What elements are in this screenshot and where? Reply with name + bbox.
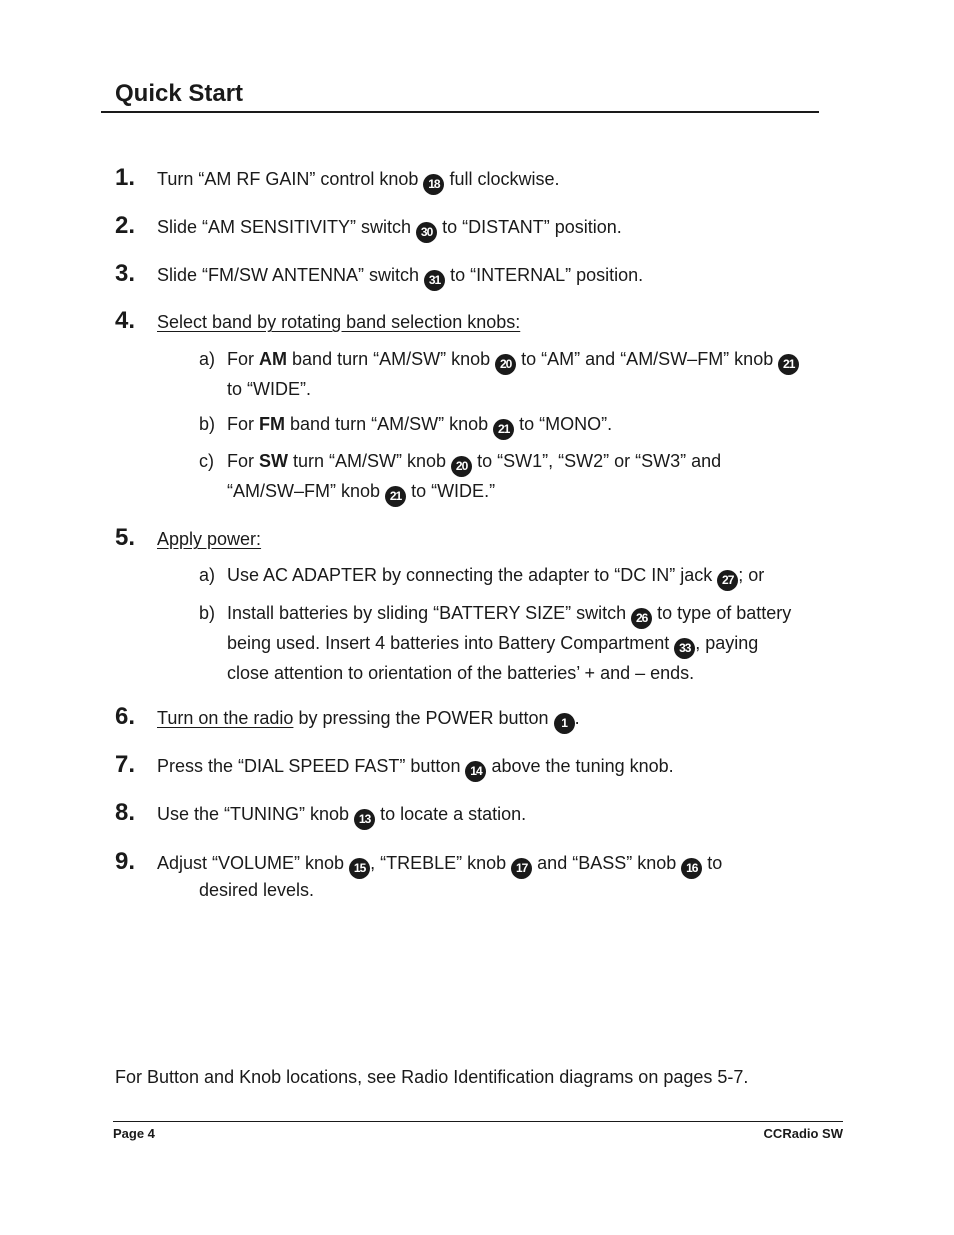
- step-4: [115, 307, 520, 336]
- callout-18-icon: 18: [423, 174, 444, 195]
- callout-30-icon: 30: [416, 222, 437, 243]
- sub-text: to “SW1”, “SW2” or “SW3” and: [477, 451, 722, 471]
- step-8: [115, 799, 526, 830]
- step-2: [115, 212, 622, 243]
- step-text: to: [707, 853, 723, 873]
- sub-text: to “MONO”.: [519, 414, 613, 434]
- sub-text: ; or: [738, 565, 765, 585]
- step-number: 8.: [115, 799, 136, 826]
- callout-33-icon: 33: [674, 638, 695, 659]
- sub-letter: a): [199, 565, 216, 585]
- step-text: above the tuning knob.: [491, 756, 674, 776]
- sub-text: “AM/SW–FM” knob: [227, 481, 381, 501]
- callout-27-icon: 27: [717, 570, 738, 591]
- title-divider: [101, 111, 819, 113]
- step-text: to “INTERNAL” position.: [450, 265, 644, 285]
- step-4a: [199, 345, 799, 403]
- step-6: [115, 703, 580, 734]
- sub-text: Use AC ADAPTER by connecting the adapter to “DC IN” jack: [227, 565, 713, 585]
- callout-16-icon: 16: [681, 858, 702, 879]
- sub-letter: b): [199, 603, 216, 623]
- band-name: SW: [259, 451, 289, 471]
- step-number: 1.: [115, 164, 136, 191]
- step-1: [115, 164, 559, 195]
- callout-15-icon: 15: [349, 858, 370, 879]
- sub-text: turn “AM/SW” knob: [293, 451, 447, 471]
- step-5: [115, 524, 261, 553]
- step-text: Adjust “VOLUME” knob: [157, 853, 345, 873]
- step-4c: [199, 447, 721, 507]
- step-text: to locate a station.: [380, 804, 527, 824]
- callout-20-icon: 20: [495, 354, 516, 375]
- step-number: 7.: [115, 751, 136, 778]
- sub-text: to type of battery: [657, 603, 792, 623]
- step-text: Turn “AM RF GAIN” control knob: [157, 169, 419, 189]
- band-name: AM: [259, 349, 288, 369]
- step-number: 9.: [115, 848, 136, 875]
- step-9-continuation: desired levels.: [199, 880, 315, 900]
- band-name: FM: [259, 414, 286, 434]
- callout-21-icon: 21: [385, 486, 406, 507]
- callout-1-icon: 1: [554, 713, 575, 734]
- step-3: [115, 260, 643, 291]
- callout-21-icon: 21: [778, 354, 799, 375]
- step-text: by pressing the POWER button: [298, 708, 549, 728]
- sub-text: to “WIDE.”: [411, 481, 496, 501]
- step-9: [115, 848, 722, 879]
- sub-text-line3: close attention to orientation of the batteries’ + and – ends.: [227, 663, 695, 683]
- step-text: Slide “FM/SW ANTENNA” switch: [157, 265, 420, 285]
- callout-14-icon: 14: [465, 761, 486, 782]
- page-title: Quick Start: [115, 80, 244, 107]
- step-heading: Apply power:: [157, 529, 262, 549]
- sub-text: to “AM” and “AM/SW–FM” knob: [521, 349, 774, 369]
- step-text: Press the “DIAL SPEED FAST” button: [157, 756, 461, 776]
- callout-20-icon: 20: [451, 456, 472, 477]
- sub-letter: a): [199, 349, 216, 369]
- step-4b: [199, 410, 612, 440]
- sub-letter: b): [199, 414, 216, 434]
- step-text: and “BASS” knob: [537, 853, 677, 873]
- step-number: 4.: [115, 307, 136, 334]
- step-text: .: [574, 708, 580, 728]
- step-5b: [199, 599, 791, 687]
- page-number: Page 4: [113, 1126, 155, 1141]
- step-text: , “TREBLE” knob: [370, 853, 507, 873]
- callout-17-icon: 17: [511, 858, 532, 879]
- sub-text: Install batteries by sliding “BATTERY SIZE” switch: [227, 603, 627, 623]
- footer-divider: [113, 1121, 843, 1122]
- callout-26-icon: 26: [631, 608, 652, 629]
- sub-text: band turn “AM/SW” knob: [292, 349, 491, 369]
- sub-text: For: [227, 349, 254, 369]
- sub-text-line2: to “WIDE”.: [227, 379, 311, 399]
- footnote: For Button and Knob locations, see Radio Identification diagrams on pages 5-7.: [115, 1067, 749, 1087]
- sub-text: being used. Insert 4 batteries into Battery Compartment: [227, 633, 670, 653]
- step-text: full clockwise.: [449, 169, 560, 189]
- callout-13-icon: 13: [354, 809, 375, 830]
- step-number: 2.: [115, 212, 136, 239]
- step-7: [115, 751, 674, 782]
- sub-text: For: [227, 414, 254, 434]
- step-heading: Turn on the radio: [157, 708, 294, 728]
- step-text: Slide “AM SENSITIVITY” switch: [157, 217, 412, 237]
- step-text: Use the “TUNING” knob: [157, 804, 350, 824]
- step-number: 3.: [115, 260, 136, 287]
- step-heading: Select band by rotating band selection knobs:: [157, 312, 521, 332]
- step-text: to “DISTANT” position.: [442, 217, 622, 237]
- step-number: 5.: [115, 524, 136, 551]
- step-5a: [199, 561, 764, 591]
- callout-31-icon: 31: [424, 270, 445, 291]
- step-number: 6.: [115, 703, 136, 730]
- sub-text: band turn “AM/SW” knob: [290, 414, 489, 434]
- sub-text: , paying: [695, 633, 759, 653]
- callout-21-icon: 21: [493, 419, 514, 440]
- product-name: CCRadio SW: [763, 1126, 843, 1141]
- sub-text: For: [227, 451, 254, 471]
- sub-letter: c): [199, 451, 214, 471]
